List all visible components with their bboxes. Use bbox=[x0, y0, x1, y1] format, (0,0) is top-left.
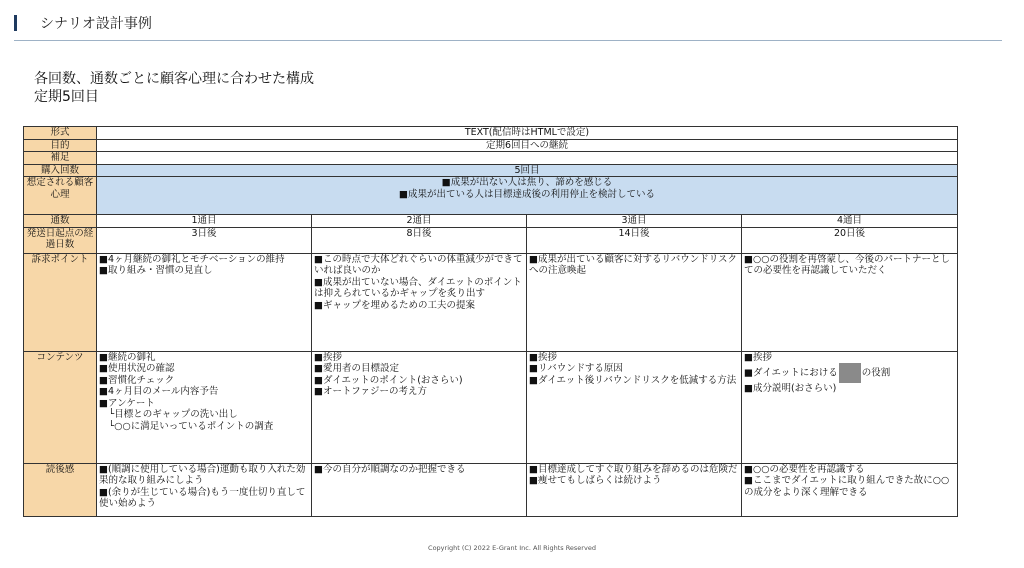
days-4: 20日後 bbox=[742, 227, 958, 253]
contents-cell-3: ■挨拶 ■リバウンドする原因 ■ダイエット後リバウンドリスクを低減する方法 bbox=[527, 351, 742, 463]
row-label-contents: コンテンツ bbox=[24, 351, 97, 463]
slide-title: シナリオ設計事例 bbox=[40, 16, 152, 32]
copyright-footer: Copyright (C) 2022 E-Grant Inc. All Rights Reserved bbox=[428, 544, 596, 552]
row-label-note: 補足 bbox=[24, 152, 97, 165]
subtitle-line-2: 定期5回目 bbox=[34, 89, 99, 105]
table-row-mail-count bbox=[24, 215, 958, 228]
table-row-purpose bbox=[24, 139, 958, 152]
purchase-value: 5回目 bbox=[97, 164, 958, 177]
days-2: 8日後 bbox=[312, 227, 527, 253]
days-1: 3日後 bbox=[97, 227, 312, 253]
after-cell-2: ■今の自分が順調なのか把握できる bbox=[312, 463, 527, 516]
after-cell-4: ■○○の必要性を再認識する ■ここまでダイエットに取り組んできた故に○○の成分をより深く理解できる bbox=[742, 463, 958, 516]
row-label-psychology: 想定される顧客心理 bbox=[24, 177, 97, 215]
subtitle-line-1: 各回数、通数ごとに顧客心理に合わせた構成 bbox=[34, 71, 314, 87]
row-label-days: 発送日起点の経過日数 bbox=[24, 227, 97, 253]
contents-4-line-3: ■成分説明(おさらい) bbox=[744, 383, 837, 394]
row-label-after: 読後感 bbox=[24, 463, 97, 516]
mail-count-1: 1通目 bbox=[97, 215, 312, 228]
psychology-line-2: ■成果が出ている人は目標達成後の利用停止を検討している bbox=[399, 188, 655, 200]
redaction-mask bbox=[839, 363, 861, 383]
row-label-purpose: 目的 bbox=[24, 139, 97, 152]
appeal-cell-1: ■4ヶ月継続の御礼とモチベーションの維持 ■取り組み・習慣の見直し bbox=[97, 253, 312, 351]
row-label-mail-count: 通数 bbox=[24, 215, 97, 228]
mail-count-2: 2通目 bbox=[312, 215, 527, 228]
row-label-appeal: 訴求ポイント bbox=[24, 253, 97, 351]
contents-cell-4 bbox=[742, 351, 958, 463]
contents-cell-2: ■挨拶 ■愛用者の目標設定 ■ダイエットのポイント(おさらい) ■オートファジーの考え方 bbox=[312, 351, 527, 463]
format-value: TEXT(配信時はHTMLで設定) bbox=[97, 127, 958, 140]
appeal-cell-2: ■この時点で大体どれぐらいの体重減少ができていれば良いのか ■成果が出ていない場合、ダイエットのポイントは抑えられているかギャップを炙り出す ■ギャップを埋めるための工夫の提案 bbox=[312, 253, 527, 351]
row-label-format: 形式 bbox=[24, 127, 97, 140]
days-3: 14日後 bbox=[527, 227, 742, 253]
contents-4-line-2-pre: ■ダイエットにおける bbox=[744, 367, 838, 379]
appeal-cell-4: ■○○の役割を再啓蒙し、今後のパートナーとしての必要性を再認識していただく bbox=[742, 253, 958, 351]
after-cell-1: ■(順調に使用している場合)運動も取り入れた効果的な取り組みにしよう ■(余りが生じている場合)もう一度仕切り直して使い始めよう bbox=[97, 463, 312, 516]
row-label-purchase: 購入回数 bbox=[24, 164, 97, 177]
appeal-cell-3: ■成果が出ている顧客に対するリバウンドリスクへの注意喚起 bbox=[527, 253, 742, 351]
header-accent-bar bbox=[14, 15, 17, 31]
mail-count-4: 4通目 bbox=[742, 215, 958, 228]
slide-header bbox=[14, 6, 1002, 41]
table-row-format bbox=[24, 127, 958, 140]
contents-cell-1: ■継続の御礼 ■使用状況の確認 ■習慣化チェック ■4ヶ月目のメール内容予告 ■アンケート └目標とのギャップの洗い出し └○○に満足いっているポイントの調査 bbox=[97, 351, 312, 463]
contents-4-line-2 bbox=[744, 363, 955, 383]
table-row-after bbox=[24, 463, 958, 516]
table-row-contents bbox=[24, 351, 958, 463]
psychology-value bbox=[97, 177, 958, 215]
table-row-note bbox=[24, 152, 958, 165]
table-row-days bbox=[24, 227, 958, 253]
after-cell-3: ■目標達成してすぐ取り組みを辞めるのは危険だ ■痩せてもしばらくは続けよう bbox=[527, 463, 742, 516]
psychology-line-1: ■成果が出ない人は焦り、諦めを感じる bbox=[441, 177, 613, 188]
scenario-table bbox=[23, 126, 958, 517]
contents-4-line-2-post: の役割 bbox=[861, 367, 891, 379]
note-value bbox=[97, 152, 958, 165]
table-row-psychology bbox=[24, 177, 958, 215]
purpose-value: 定期6回目への継続 bbox=[97, 139, 958, 152]
mail-count-3: 3通目 bbox=[527, 215, 742, 228]
table-row-purchase bbox=[24, 164, 958, 177]
table-row-appeal bbox=[24, 253, 958, 351]
subtitle-block bbox=[34, 70, 314, 106]
contents-4-line-1: ■挨拶 bbox=[744, 351, 772, 363]
